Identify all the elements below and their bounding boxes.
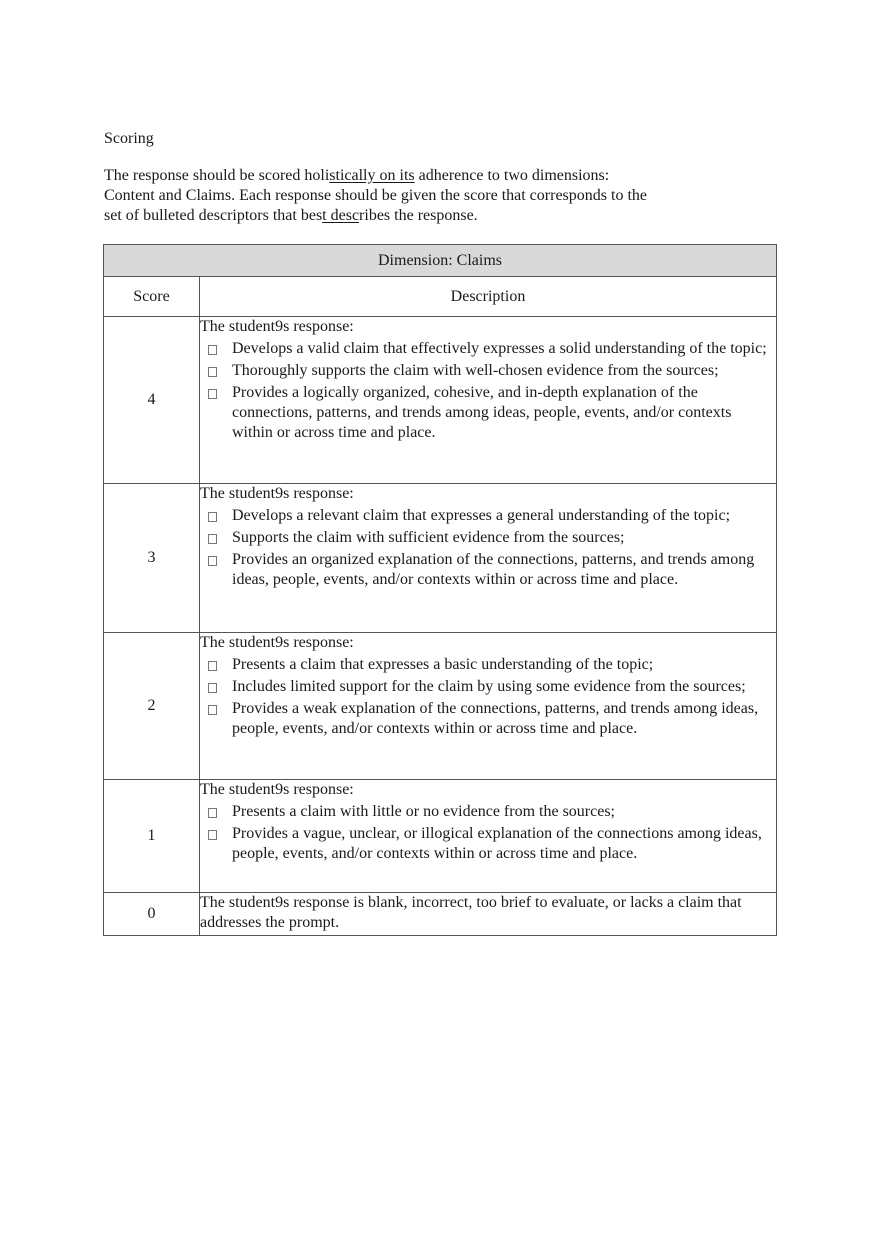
intro-paragraph bbox=[104, 166, 724, 226]
intro-line: The response should be scored holistically on its adherence to two dimensions: bbox=[104, 167, 610, 184]
checkbox-bullet-icon bbox=[208, 556, 217, 566]
column-header-row bbox=[104, 277, 777, 317]
table-row bbox=[104, 780, 777, 893]
description-lead: The student9s response: bbox=[200, 781, 354, 798]
table-row bbox=[104, 893, 777, 936]
checkbox-bullet-icon bbox=[208, 830, 217, 840]
underlined-text: stically on its bbox=[329, 167, 415, 184]
list-item: Presents a claim that expresses a basic understanding of the topic; bbox=[200, 655, 776, 675]
dimension-title: Dimension: Claims bbox=[104, 245, 777, 277]
description-cell bbox=[200, 484, 777, 633]
list-item: Provides a weak explanation of the connections, patterns, and trends among ideas, people, events, and/or contexts within or across time and place. bbox=[200, 699, 776, 739]
description-lead: The student9s response is blank, incorrect, too brief to evaluate, or lacks a claim that addresses the prompt. bbox=[200, 894, 742, 931]
description-column-header: Description bbox=[200, 277, 777, 317]
checkbox-bullet-icon bbox=[208, 683, 217, 693]
intro-line: set of bulleted descriptors that best describes the response. bbox=[104, 207, 478, 224]
list-item: Develops a relevant claim that expresses a general understanding of the topic; bbox=[200, 506, 776, 526]
table-row bbox=[104, 633, 777, 780]
description-lead: The student9s response: bbox=[200, 634, 354, 651]
score-column-header: Score bbox=[104, 277, 200, 317]
checkbox-bullet-icon bbox=[208, 389, 217, 399]
checkbox-bullet-icon bbox=[208, 345, 217, 355]
table-row bbox=[104, 484, 777, 633]
description-cell bbox=[200, 780, 777, 893]
list-item: Thoroughly supports the claim with well-chosen evidence from the sources; bbox=[200, 361, 776, 381]
score-cell: 0 bbox=[104, 893, 200, 936]
list-item: Presents a claim with little or no evidence from the sources; bbox=[200, 802, 776, 822]
score-cell: 1 bbox=[104, 780, 200, 893]
score-cell: 3 bbox=[104, 484, 200, 633]
description-cell bbox=[200, 893, 777, 936]
description-cell bbox=[200, 317, 777, 484]
description-lead: The student9s response: bbox=[200, 318, 354, 335]
list-item: Includes limited support for the claim by using some evidence from the sources; bbox=[200, 677, 776, 697]
description-cell bbox=[200, 633, 777, 780]
table-row bbox=[104, 317, 777, 484]
checkbox-bullet-icon bbox=[208, 661, 217, 671]
section-heading: Scoring bbox=[104, 130, 154, 147]
checkbox-bullet-icon bbox=[208, 534, 217, 544]
list-item: Develops a valid claim that effectively expresses a solid understanding of the topic; bbox=[200, 339, 776, 359]
score-cell: 2 bbox=[104, 633, 200, 780]
score-cell: 4 bbox=[104, 317, 200, 484]
underlined-text: t desc bbox=[322, 207, 360, 224]
checkbox-bullet-icon bbox=[208, 705, 217, 715]
checkbox-bullet-icon bbox=[208, 808, 217, 818]
list-item: Provides a vague, unclear, or illogical explanation of the connections among ideas, people, events, and/or contexts within or across time and place. bbox=[200, 824, 776, 864]
list-item: Provides an organized explanation of the connections, patterns, and trends among ideas, people, events, and/or contexts within or across time and place. bbox=[200, 550, 776, 590]
list-item: Supports the claim with sufficient evidence from the sources; bbox=[200, 528, 776, 548]
dimension-header-row bbox=[104, 245, 777, 277]
description-lead: The student9s response: bbox=[200, 485, 354, 502]
claims-rubric-table bbox=[103, 244, 777, 936]
intro-line: Content and Claims. Each response should be given the score that corresponds to the bbox=[104, 187, 647, 204]
list-item: Provides a logically organized, cohesive, and in-depth explanation of the connections, patterns, and trends among ideas, people, events, and/or contexts within or across time and place. bbox=[200, 383, 776, 443]
checkbox-bullet-icon bbox=[208, 512, 217, 522]
checkbox-bullet-icon bbox=[208, 367, 217, 377]
